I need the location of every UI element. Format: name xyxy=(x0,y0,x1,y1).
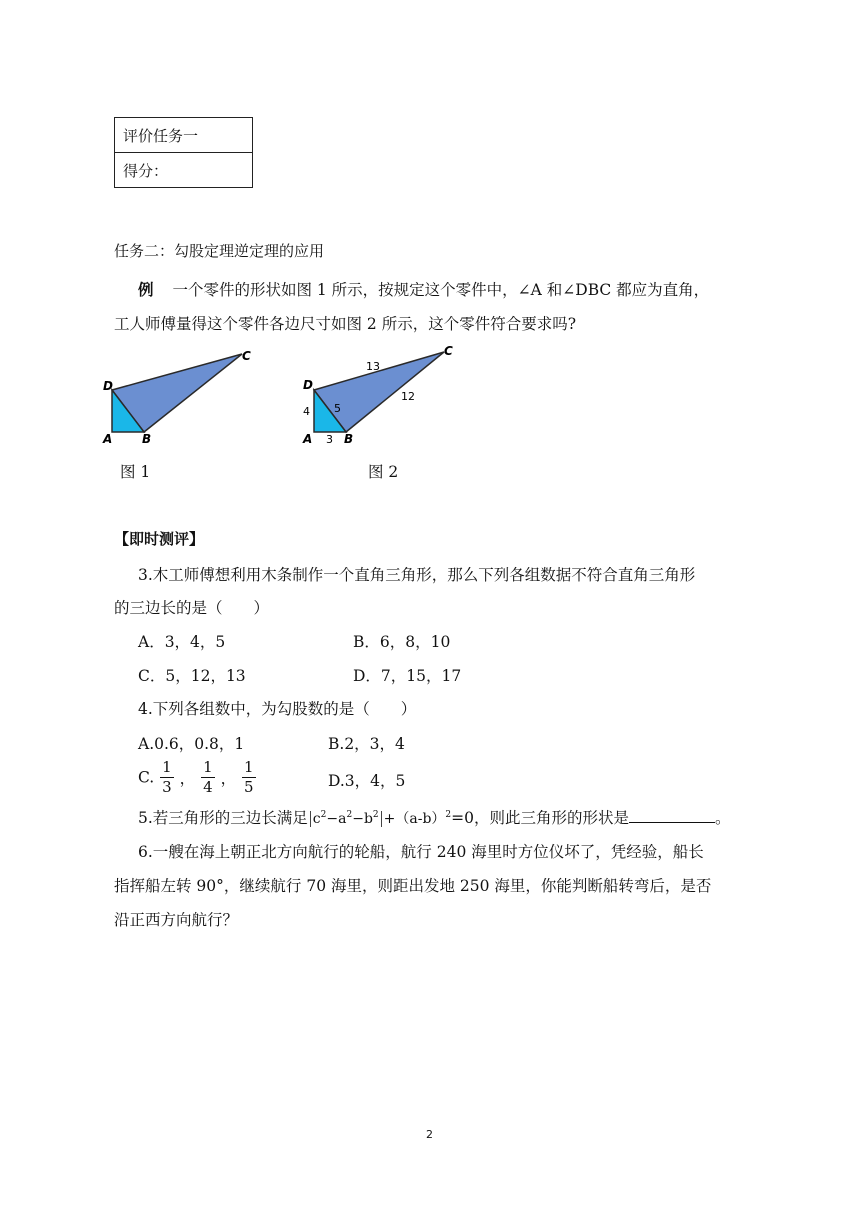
example-line1 xyxy=(138,278,709,300)
quiz-heading: 【即时测评】 xyxy=(114,530,205,548)
q4-option-d: D.3，4，5 xyxy=(328,772,406,790)
q3-line1: 3.木工师傅想利用木条制作一个直角三角形，那么下列各组数据不符合直角三角形 xyxy=(138,566,696,584)
figure-2 xyxy=(298,342,468,448)
label-c: C xyxy=(242,349,251,363)
q4-option-a: A.0.6，0.8，1 xyxy=(138,735,245,753)
figure-1-caption: 图 1 xyxy=(120,463,151,481)
fraction-1-3 xyxy=(160,760,174,795)
fraction-numerator: 1 xyxy=(244,758,254,776)
label-d: D xyxy=(103,379,113,393)
answer-blank xyxy=(629,808,715,823)
q5-line xyxy=(138,806,731,828)
q5-eq: =0，则此三角形的形状是 xyxy=(451,809,630,827)
page-number: 2 xyxy=(426,1128,433,1141)
q5-mid: +（a-b） xyxy=(383,811,446,827)
exponent: 2 xyxy=(346,809,353,820)
length-ab: 3 xyxy=(326,433,333,446)
exponent: 2 xyxy=(372,809,379,820)
fraction-numerator: 1 xyxy=(162,758,172,776)
q3-option-a: A．3，4，5 xyxy=(138,633,226,651)
figure-2-caption: 图 2 xyxy=(368,463,399,481)
fraction-denominator: 3 xyxy=(162,778,172,796)
label-b: B xyxy=(142,432,152,446)
q5-end: 。 xyxy=(715,809,731,827)
label-d: D xyxy=(303,378,313,392)
score-cell: 得分： xyxy=(115,153,253,188)
fraction-denominator: 5 xyxy=(244,778,254,796)
label-a: A xyxy=(103,432,113,446)
q5-pre: 5.若三角形的三边长满足 xyxy=(138,809,308,827)
fraction-1-5 xyxy=(242,760,256,795)
q6-line1: 6.一艘在海上朝正北方向航行的轮船，航行 240 海里时方位仪坏了，凭经验，船长 xyxy=(138,843,704,861)
q3-option-c: C．5，12，13 xyxy=(138,667,246,685)
example-label: 例 xyxy=(138,281,154,299)
q4-stem: 4.下列各组数中，为勾股数的是（ ） xyxy=(138,700,417,718)
minus-sign: − xyxy=(326,811,339,827)
example-text-1: 一个零件的形状如图 1 所示，按规定这个零件中，∠A 和∠DBC 都应为直角， xyxy=(172,281,710,299)
eval-task-cell: 评价任务一 xyxy=(115,118,253,153)
q4-option-c-label: C. xyxy=(138,768,155,787)
var-a: a xyxy=(338,811,347,827)
separator: ， xyxy=(220,769,237,788)
abs-bar-right xyxy=(381,811,382,827)
minus-sign: − xyxy=(352,811,364,827)
length-dc: 13 xyxy=(366,360,380,373)
figure-1 xyxy=(100,348,260,448)
example-line2: 工人师傅量得这个零件各边尺寸如图 2 所示，这个零件符合要求吗? xyxy=(114,315,577,333)
length-bc: 12 xyxy=(401,390,415,403)
q3-option-b: B．6，8，10 xyxy=(353,633,451,651)
var-c: c xyxy=(312,811,321,827)
q6-line3: 沿正西方向航行？ xyxy=(114,911,239,929)
fraction-denominator: 4 xyxy=(203,778,213,796)
abs-bar-left xyxy=(310,811,311,827)
evaluation-table xyxy=(114,117,253,188)
var-b: b xyxy=(363,811,373,827)
fraction-1-4 xyxy=(201,760,215,795)
q3-option-d: D．7，15，17 xyxy=(353,667,462,685)
length-db: 5 xyxy=(334,402,341,415)
separator: ， xyxy=(179,769,196,788)
q3-line2: 的三边长的是（ ） xyxy=(114,599,270,617)
q4-option-b: B.2，3，4 xyxy=(328,735,405,753)
q6-line2: 指挥船左转 90°，继续航行 70 海里，则距出发地 250 海里，你能判断船转弯后，是否 xyxy=(114,877,712,895)
label-c: C xyxy=(444,344,453,358)
exponent: 2 xyxy=(445,809,452,820)
length-ad: 4 xyxy=(303,405,310,418)
label-b: B xyxy=(344,432,354,446)
fraction-numerator: 1 xyxy=(203,758,213,776)
exponent: 2 xyxy=(320,809,327,820)
q4-option-c xyxy=(138,760,257,795)
task2-heading: 任务二：勾股定理逆定理的应用 xyxy=(114,242,325,260)
label-a: A xyxy=(303,432,313,446)
